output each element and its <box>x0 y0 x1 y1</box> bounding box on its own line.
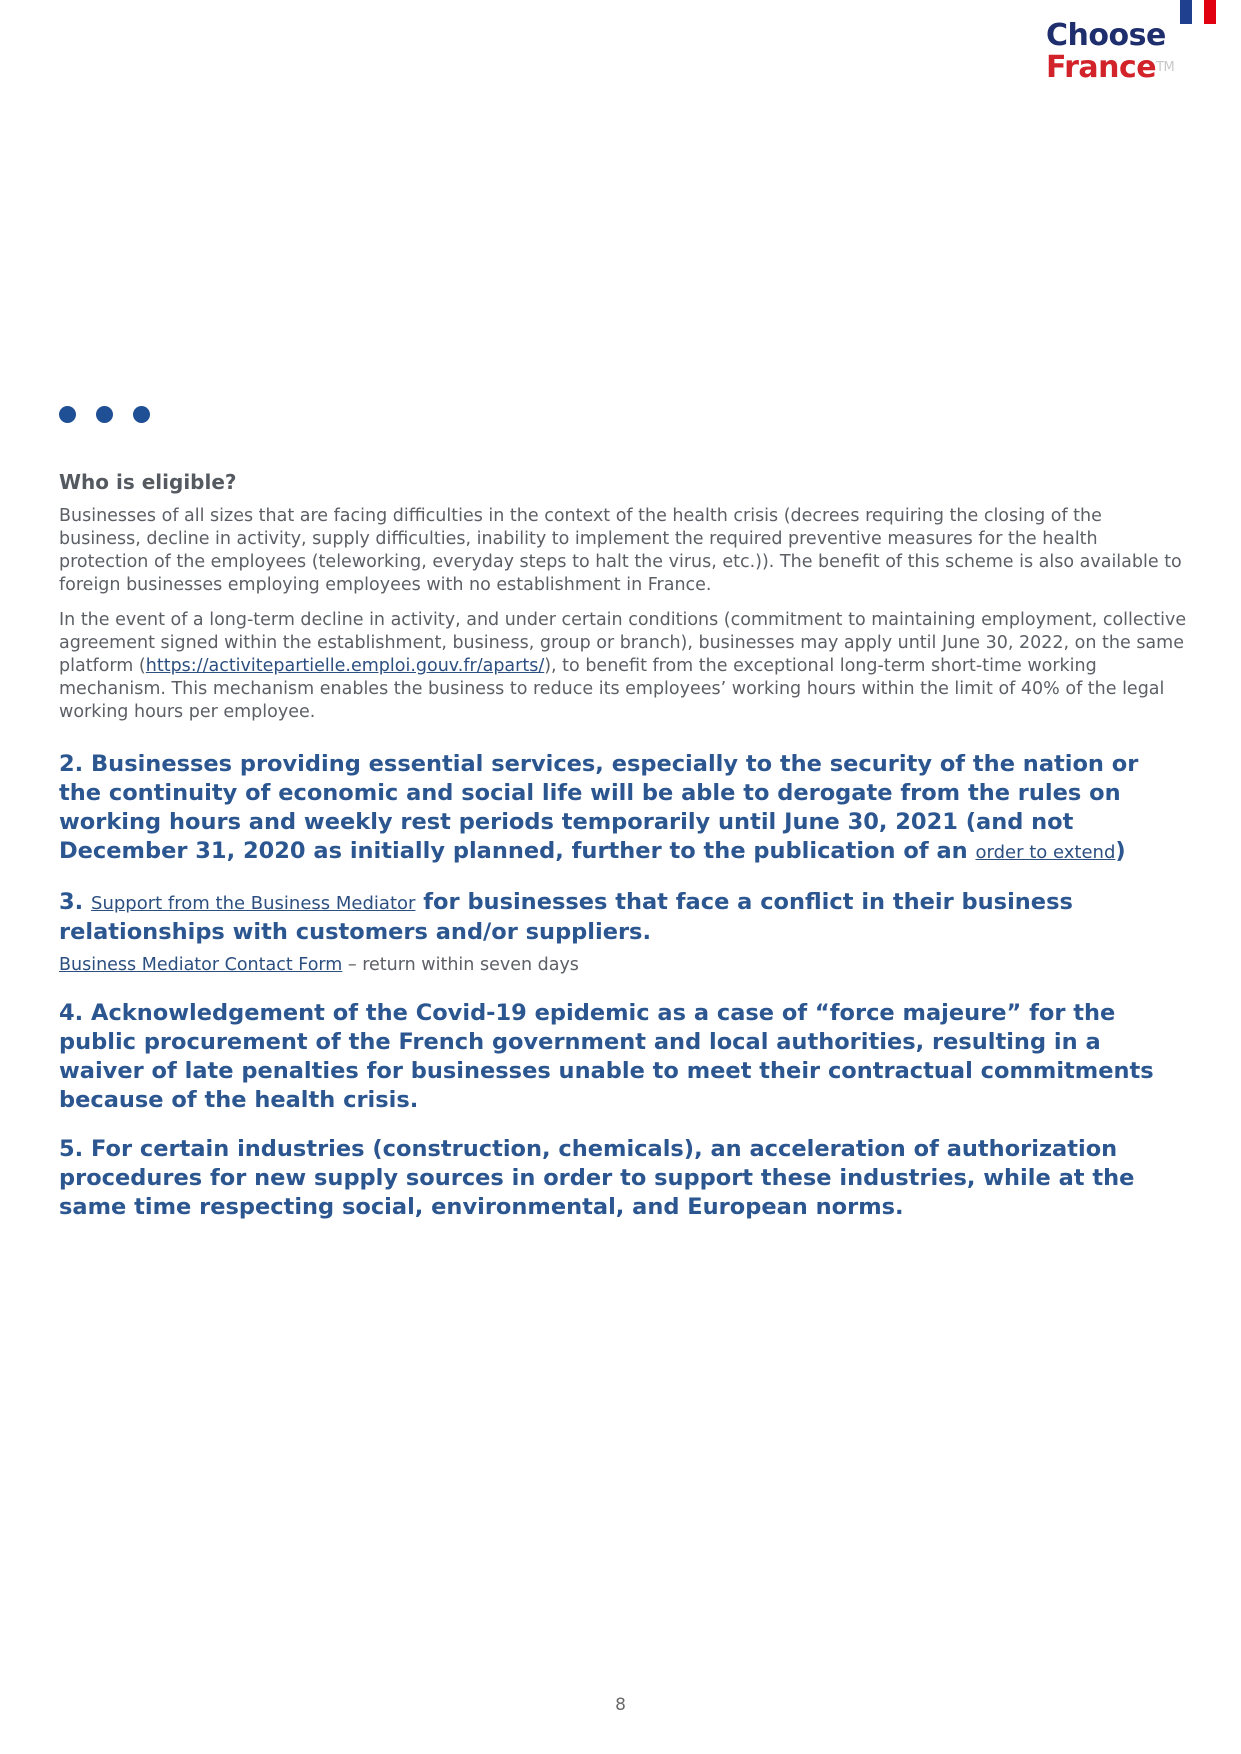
measure-4: 4. Acknowledgement of the Covid-19 epidemic as a case of “force majeure” for the public procurement of the French government and local authorities, resulting in a waiver of late penalties for businesses unable to meet their contractual commitments because of the health crisis. <box>59 1000 1154 1113</box>
page-number: 8 <box>615 1695 626 1715</box>
flag-red-stripe <box>1204 0 1216 24</box>
flag-blue-stripe <box>1180 0 1192 24</box>
measure-2-text: 2. Businesses providing essential services, especially to the security of the nation or the continuity of economic and social life will be able to derogate from the rules on working hours and weekly rest periods temporarily until June 30, 2021 (and not December 31, 2020 as initially planned, further to the publication of an <box>59 751 1139 864</box>
logo-trademark: TM <box>1156 60 1175 75</box>
measure-2 <box>59 750 1187 867</box>
main-content <box>59 468 1187 1222</box>
logo-france-text: France <box>1046 50 1157 85</box>
dot-icon <box>59 406 76 423</box>
measure-3 <box>59 888 1187 947</box>
measure-3-number: 3. <box>59 889 92 915</box>
mediator-contact-form-link[interactable]: Business Mediator Contact Form <box>59 955 343 975</box>
business-mediator-support-link[interactable]: Support from the Business Mediator <box>91 893 416 914</box>
measure-5: 5. For certain industries (construction, chemicals), an acceleration of authorization procedures for new supply sources in order to support these industries, while at the same time respecting social, environmental, and European norms. <box>59 1136 1135 1220</box>
choose-france-logo <box>1046 20 1176 84</box>
measure-2-end: ) <box>1115 838 1126 864</box>
activite-partielle-link[interactable]: https://activitepartielle.emploi.gouv.fr/aparts/ <box>145 656 545 676</box>
mediator-contact-line <box>59 953 1187 977</box>
french-flag-icon <box>1180 0 1216 24</box>
flag-white-stripe <box>1192 0 1204 24</box>
paragraph-2-text-start: In the event of a long-term decline in activity, and under certain conditions (commitment to maintaining employment, collective agreement signed within the establishment, business, group or branch), businesses may apply until June 30, 2022, on the same platform ( <box>59 610 1187 676</box>
logo-line-choose: Choose <box>1046 18 1166 53</box>
measure-3-text: for businesses that face a conflict in their business relationships with customers and/or suppliers. <box>59 889 1073 945</box>
dot-icon <box>96 406 113 423</box>
eligibility-paragraph-1: Businesses of all sizes that are facing difficulties in the context of the health crisis (decrees requiring the closing of the business, decline in activity, supply difficulties, inability to implement the required preventive measures for the health protection of the employees (teleworking, everyday steps to halt the virus, etc.)). The benefit of this scheme is also available to foreign businesses employing employees with no establishment in France. <box>59 506 1182 595</box>
section-dots-decoration <box>59 406 150 423</box>
order-to-extend-link[interactable]: order to extend <box>975 842 1116 863</box>
mediator-contact-note: – return within seven days <box>342 955 579 975</box>
dot-icon <box>133 406 150 423</box>
paragraph-2-text-end: ), to benefit from the exceptional long-term short-time working mechanism. This mechanism enables the business to reduce its employees’ working hours within the limit of 40% of the legal working hours per employee. <box>59 656 1165 722</box>
eligibility-heading: Who is eligible? <box>59 470 237 494</box>
eligibility-paragraph-2 <box>59 609 1187 724</box>
logo-line-france <box>1046 52 1176 84</box>
